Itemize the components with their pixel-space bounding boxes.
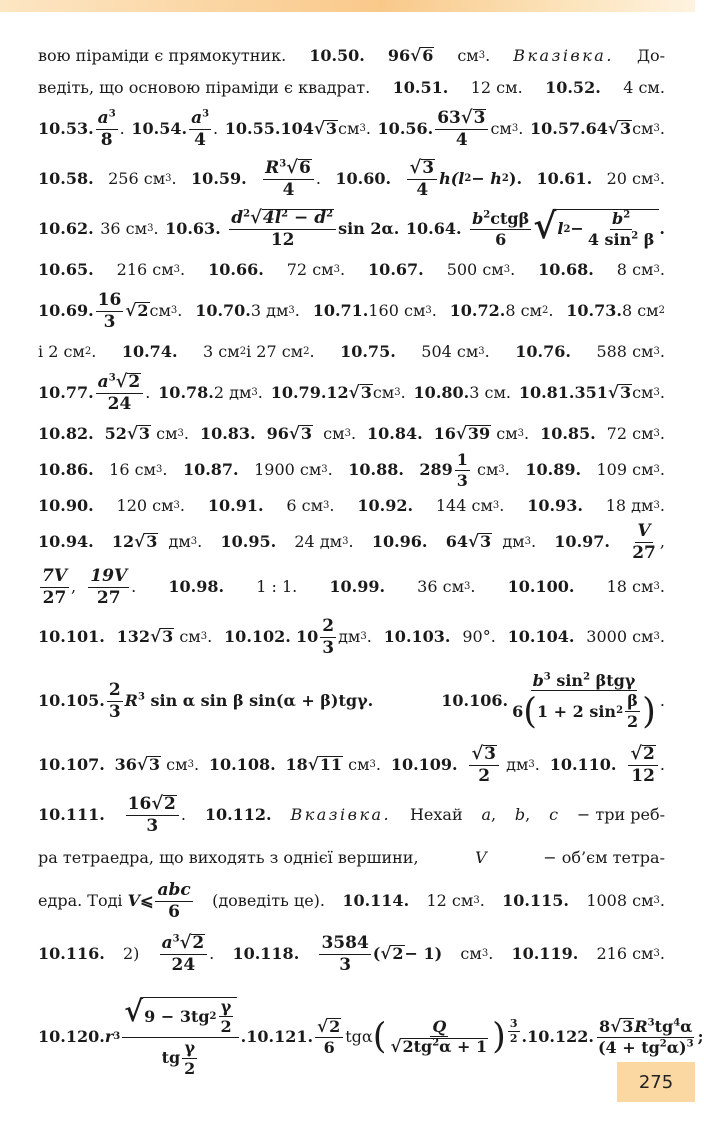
answer-number: 10.55. (224, 119, 281, 138)
fraction: √ 3 4 (407, 159, 437, 200)
formula-line: 10.116. 2) $a^3$ √ 2 24 . 10.118. $\frac{3584}{3}$ ( √ 2 − 1) см 3 . 10.119. 216 см 3 . (38, 931, 665, 975)
text: До- (636, 46, 665, 65)
answer-number: 10.119. (511, 944, 579, 963)
fraction: $a^3$ √ 2 24 (96, 373, 144, 414)
text-line: ра тетраедра, що виходять з однієї вершини, V − об’єм тетра- (38, 848, 665, 867)
fraction: √ 3 2 (469, 745, 499, 786)
answer-number: 10.107. (38, 755, 105, 774)
text-line: 10.65. 216 см 3 . 10.66. 72 см 3 . 10.67. 500 см 3 . 10.68. 8 см 3 . (38, 260, 665, 279)
fraction: $R^3$ √ 6 4 (263, 159, 314, 200)
answer-number: 10.66. (208, 260, 264, 279)
top-color-band (0, 0, 695, 12)
fraction: $\frac{19V}{27}$ (90, 565, 128, 608)
text-line: 10.82. 52 √ 3 см 3 . 10.83. 96 √ 3 см 3 . 10.84. 16 √ 39 см 3 . 10.85. 72 см 3 . (38, 423, 665, 444)
hint-label: Вказівка. (290, 805, 392, 824)
text: вою піраміди є прямокутник. (38, 46, 287, 65)
answer-number: 10.84. (366, 424, 423, 443)
text: − об’єм тетра- (543, 848, 665, 867)
formula-line: едра. Тоді V ⩽ $\frac{\text{abc}}{6}$ (доведіть це). 10.114. 12 см 3 . 10.115. 1008 см 3 . (38, 879, 665, 922)
hint-label: Вказівка. (513, 46, 614, 65)
answer-number: 10.115. (502, 891, 569, 910)
fraction: $\frac{2}{3}$ (322, 615, 335, 658)
answer-number: 10.86. (38, 460, 94, 479)
text-line (38, 72, 665, 104)
fraction: $d^2$ √ $4l^2 - d^2$ 12 (229, 209, 336, 250)
text-line: і 2 см 2 . 10.74. 3 см 2 і 27 см 2 . 10.75. 504 см 3 . 10.76. 588 см 3 . (38, 342, 665, 361)
answer-number: 10.95. (220, 532, 277, 551)
answer-number: 10.78. (158, 383, 214, 402)
formula-line: 10.58. 256 см 3 . 10.59. $R^3$ √ 6 4 . 10.60. √ 3 4 h(l 2 − h 2 ). 10.61. 20 см 3 . (38, 156, 665, 200)
answer-value: 12 см. (470, 78, 523, 97)
answer-number: 10.120. (38, 1027, 105, 1046)
answer-number: 10.59. (191, 169, 247, 188)
text: ведіть, що основою піраміди є квадрат. (38, 78, 371, 97)
answer-number: 10.73. (566, 301, 622, 320)
page-number-text: 275 (638, 1071, 674, 1093)
answer-number: 10.74. (121, 342, 178, 361)
fraction: $\frac{a^3}{8}$ (97, 107, 116, 150)
answer-number: 10.83. (199, 424, 256, 443)
fraction: 8 √ 3 $R^3tg^4\alpha$ $(4 + tg^2\alpha)^3$ (597, 1015, 694, 1057)
answer-number: 10.92. (357, 496, 414, 515)
answer-number: 10.109. (390, 755, 458, 774)
answer-number: 10.118. (232, 944, 300, 963)
answer-number: 10.68. (538, 260, 594, 279)
answer-number: 10.63. (165, 219, 221, 238)
answer-value: 1 : 1. (256, 577, 298, 596)
answer-number: 10.51. (392, 78, 449, 97)
answer-number: 10.87. (182, 460, 239, 479)
answer-number: 10.100. (507, 577, 575, 596)
answer-number: 10.85. (540, 424, 596, 443)
fraction: √ 2 6 (315, 1018, 343, 1056)
fraction: $\frac{16}{3}$ (97, 289, 122, 332)
answer-number: 10.94. (38, 532, 94, 551)
fraction: $\frac{1}{3}$ (456, 449, 468, 490)
answer-number: 10.72. (449, 301, 506, 320)
answer-value: 90°. (462, 627, 496, 646)
fraction: $\frac{V}{27}$ (632, 520, 656, 563)
page-number (617, 1062, 695, 1102)
answer-number: 10.56. (377, 119, 434, 138)
answer-number: 10.88. (348, 460, 404, 479)
answer-number: 10.104. (507, 627, 575, 646)
fraction: $b^3$ $\sin^2 \beta tg\gamma$ 6 ( 1 + 2 sin 2 $\frac{\beta}{2}$ ) (512, 670, 656, 732)
formula-line: 10.94. 12 √ 3 дм 3 . 10.95. 24 дм 3 . 10.96. 64 √ 3 дм 3 . 10.97. $\frac{V}{27}$ , (38, 520, 665, 563)
fraction: √ 2 12 (628, 745, 658, 786)
answer-number: 10.58. (38, 169, 94, 188)
fraction: $\frac{\beta}{2}$ (627, 691, 639, 731)
answer-number: 10.89. (525, 460, 582, 479)
answer-number: 10.76. (515, 342, 571, 361)
answer-number: 10.70. (195, 301, 251, 320)
fraction: $\frac{3}{2}$ (509, 1016, 518, 1045)
answer-number: 10.57. (529, 119, 586, 138)
answer-number: 10.93. (527, 496, 583, 515)
answer-number: 10.54. (131, 119, 188, 138)
fraction: $\frac{\text{abc}}{6}$ (157, 879, 191, 922)
fraction: $a^3$ √ 2 24 (160, 934, 208, 975)
answer-number: 10.61. (536, 169, 593, 188)
answer-number: 10.52. (545, 78, 601, 97)
formula-line: 10.107. 36 √ 3 см 3 . 10.108. 18 √ 11 см 3 . 10.109. √ 3 2 дм 3 . 10.110. √ 2 12 . (38, 742, 665, 786)
answer-number: 10.106. (441, 691, 509, 710)
fraction: $\frac{\gamma}{2}$ (184, 1038, 196, 1078)
text: ра тетраедра, що виходять з однієї вершини, (38, 848, 419, 867)
fraction: 63 √ 3 4 (435, 109, 488, 150)
text-line: вою піраміди є прямокутник. 10.50. 96 √ 6 см 3 . Вказівка. До- (38, 45, 665, 66)
answer-number: 10.53. (38, 119, 94, 138)
formula-line: 10.101. 132 √ 3 см 3 . 10.102. 10 $\frac{2}{3}$ дм 3 . 10.103. 90°. 10.104. 3000 см 3 . (38, 615, 665, 658)
answer-number: 10.81. (518, 383, 575, 402)
answer-number: 10.65. (38, 260, 94, 279)
answer-number: 10.112. (204, 805, 272, 824)
formula-line: $\frac{7V}{27}$ , $\frac{19V}{27}$ . 10.98. 1 : 1. 10.99. 36 см 3 . 10.100. 18 см 3 . (42, 565, 665, 608)
answer-number: 10.102. (224, 627, 291, 646)
answer-number: 10.71. (312, 301, 369, 320)
answer-value: 4 см. (623, 78, 665, 97)
fraction: $\frac{\gamma}{2}$ (220, 996, 232, 1037)
answer-number: 10.64. (405, 219, 462, 238)
fraction: $\frac{b^2}{4 \sin^2 \beta}$ (587, 209, 655, 249)
fraction: Q √ $2tg^2\alpha + 1$ (390, 1016, 488, 1057)
answer-number: 10.96. (371, 532, 428, 551)
answers-text (38, 40, 704, 1092)
answer-number: 10.97. (554, 532, 610, 551)
answer-number: 10.122. (527, 1026, 594, 1046)
answer-number: 10.75. (340, 342, 396, 361)
fraction: √ 9 − 3tg 2 $\frac{\gamma}{2}$ tg $\frac{\gamma}{2}$ (122, 997, 238, 1077)
answer-value: 96 √ 6 (387, 45, 434, 66)
fraction: $\frac{3584}{3}$ (321, 932, 369, 975)
answer-number: 10.50. (309, 46, 365, 65)
answer-number: 10.62. (38, 219, 94, 238)
fraction: $\frac{2}{3}$ (108, 679, 121, 722)
fraction: $\frac{a^3}{4}$ (191, 107, 210, 150)
answer-number: 10.105. (38, 691, 105, 710)
fraction: $\frac{7V}{27}$ (42, 565, 68, 608)
answer-number: 10.103. (383, 627, 451, 646)
formula-line: 10.105. $\frac{2}{3}$ $R^3$ sin α sin β sin(α + β)tgγ. 10.106. $b^3$ $\sin^2 \beta tg\gamma$ 6 ( 1 + 2 sin 2 $\frac{\beta}{2}$ ) . (38, 670, 665, 732)
answer-number: 10.111. (38, 805, 105, 824)
answer-number: 10.121. (246, 1026, 314, 1046)
formula-line: 10.111. 16 √ 2 3 . 10.112. Вказівка. Нехай a , b , c − три реб- (38, 792, 665, 836)
formula-line: 10.77. $a^3$ √ 2 24 . 10.78. 2 дм 3 . 10.79. 12 √ 3 см 3 . 10.80. 3 см. 10.81. 351 √ 3 см 3 . (38, 370, 665, 414)
answer-number: 10.79. (270, 383, 327, 402)
answer-number: 10.69. (38, 301, 94, 320)
formula-line: 10.69. $\frac{16}{3}$ √ 2 см 3 . 10.70. 3 дм 3 . 10.71. 160 см 3 . 10.72. 8 см 2 . 10.73. 8 см 2 (38, 289, 665, 332)
answer-number: 10.110. (549, 755, 617, 774)
text-line: 10.90. 120 см 3 . 10.91. 6 см 3 . 10.92. 144 см 3 . 10.93. 18 дм 3 . (38, 496, 665, 515)
answer-number: 10.82. (38, 424, 94, 443)
answer-number: 10.80. (413, 383, 470, 402)
fraction: $\frac{b^2ctg\beta}{6}$ (472, 208, 530, 249)
formula-line: 10.62. 36 см 3 . 10.63. $d^2$ √ $4l^2 - d^2$ 12 sin 2α. 10.64. $\frac{b^2ctg\beta}{6}$ √ l 2 − $\frac{b^2}{4 \sin^2 \beta}$ . (38, 206, 665, 250)
formula-line: 10.53. $\frac{a^3}{8}$ . 10.54. $\frac{a^3}{4}$ . 10.55. 104 √ 3 см 3 . 10.56. 63 √ 3 4 см 3 . 10.57. 64 √ 3 см 3 . (38, 106, 665, 150)
answer-number: 10.116. (38, 944, 105, 963)
text: − три реб- (576, 805, 665, 824)
answer-number: 10.98. (168, 577, 225, 596)
answer-number: 10.77. (38, 383, 94, 402)
answer-number: 10.114. (342, 891, 410, 910)
answer-number: 10.60. (335, 169, 392, 188)
answer-number: 10.108. (208, 755, 276, 774)
answer-number: 10.99. (329, 577, 386, 596)
answer-number: 10.90. (38, 496, 94, 515)
fraction: 16 √ 2 3 (126, 795, 179, 836)
answer-number: 10.67. (368, 260, 424, 279)
answer-number: 10.101. (38, 627, 105, 646)
answer-number: 10.91. (207, 496, 264, 515)
formula-line: 10.86. 16 см 3 . 10.87. 1900 см 3 . 10.88. 289 $\frac{1}{3}$ см 3 . 10.89. 109 см 3 . (38, 449, 665, 490)
formula-line: 10.120. r 3 √ 9 − 3tg 2 $\frac{\gamma}{2}$ tg $\frac{\gamma}{2}$ . 10.121. √ 2 6 tgα ( Q √ $2tg^2\alpha + 1$ ) $\frac{3}{2}$ . 10.122. 8 √ 3 $R^3tg^4\alpha$ $(4 + tg^2\alpha)^3$ ; (38, 993, 704, 1078)
